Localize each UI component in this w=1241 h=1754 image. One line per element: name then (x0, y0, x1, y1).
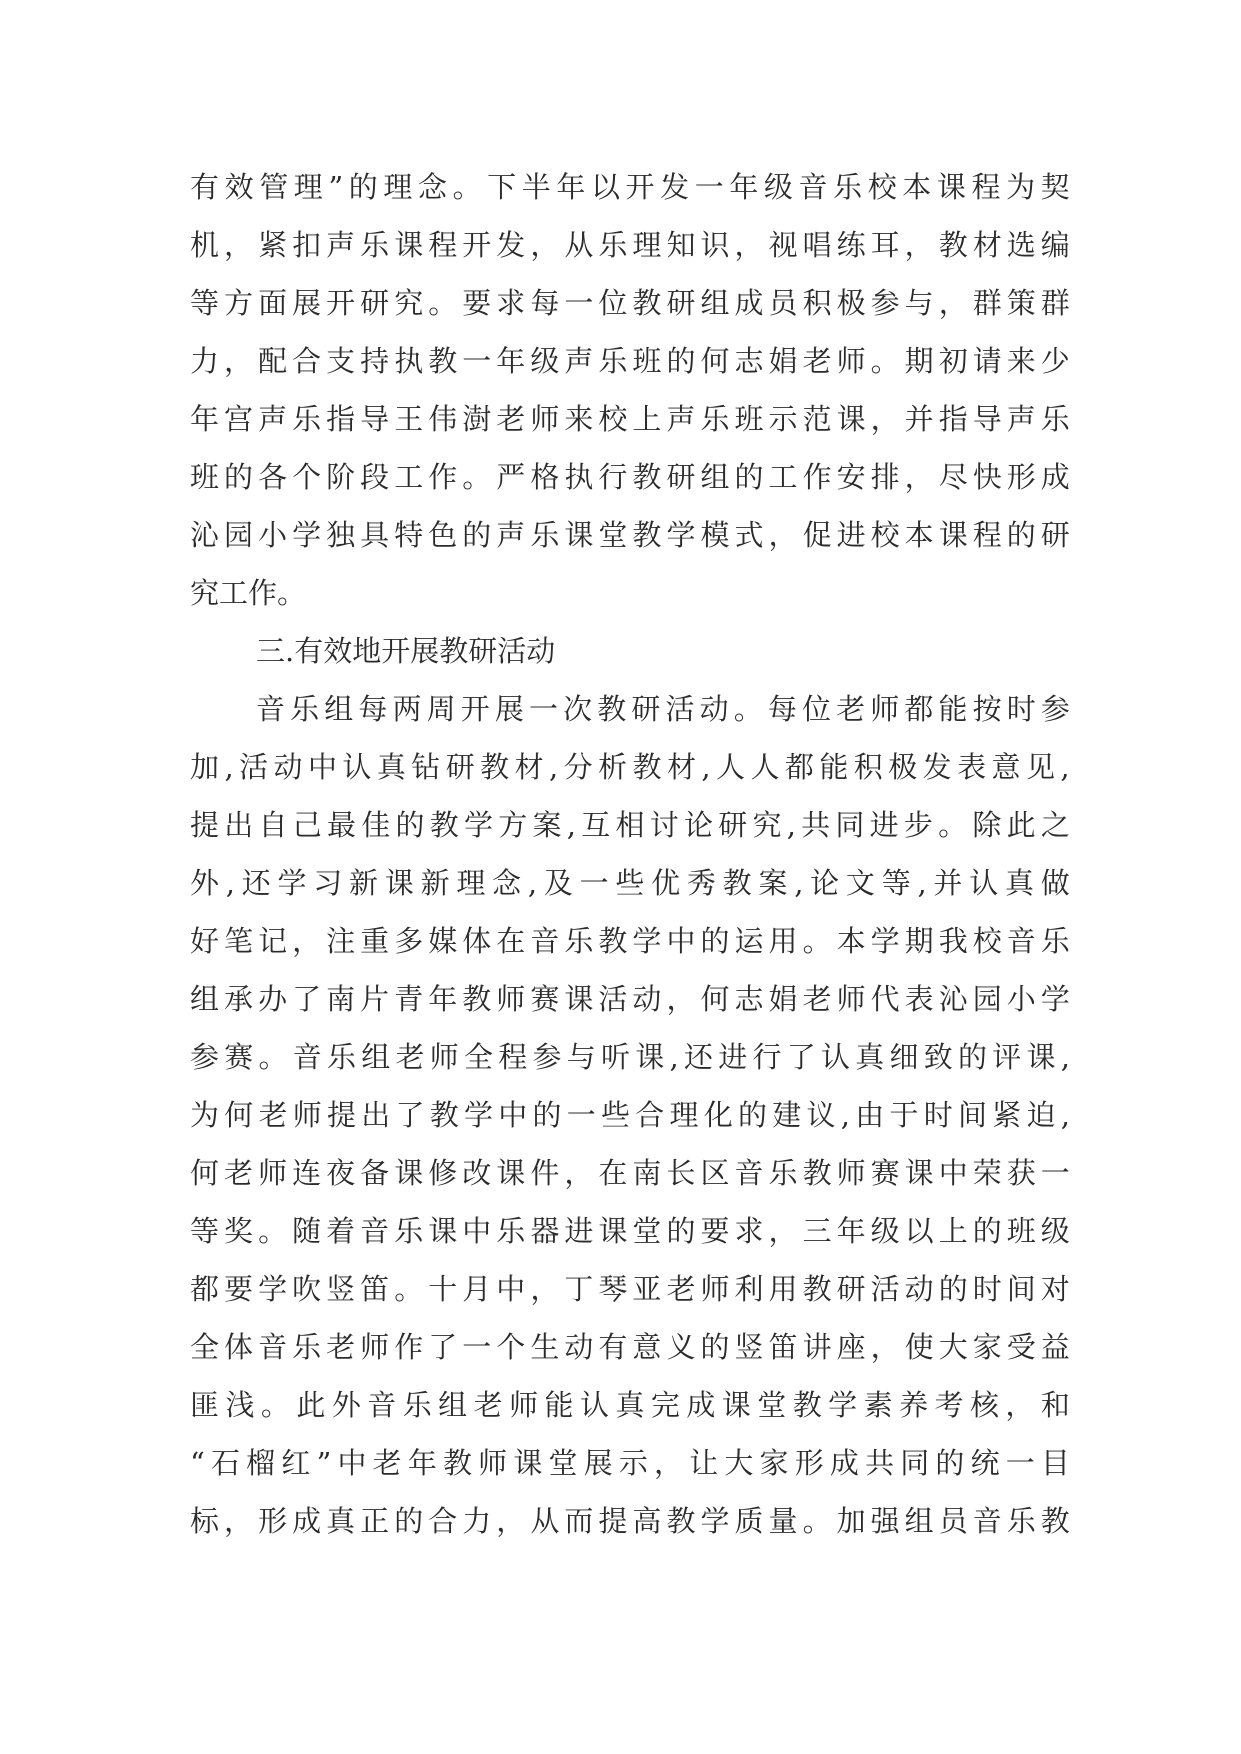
text-line: 标 ， 形 成 真 正 的 合 力 ， 从 而 提 高 教 学 质 量 。 加 强 组 员 音 乐 教 (190, 1504, 1070, 1538)
body-text (190, 158, 1070, 1550)
section-heading: 三.有效地开展教研活动 (256, 634, 556, 668)
text-line: 沁 园 小 学 独 具 特 色 的 声 乐 课 堂 教 学 模 式 ， 促 进 校 本 课 程 的 研 (190, 518, 1070, 552)
text-line: 机 ， 紧 扣 声 乐 课 程 开 发 ， 从 乐 理 知 识 ， 视 唱 练 耳 ， 教 材 选 编 (190, 228, 1070, 262)
text-line: 匪 浅 。 此 外 音 乐 组 老 师 能 认 真 完 成 课 堂 教 学 素 养 考 核 ， 和 (190, 1388, 1070, 1422)
text-line: 何 老 师 连 夜 备 课 修 改 课 件 ， 在 南 长 区 音 乐 教 师 赛 课 中 荣 获 一 (190, 1156, 1070, 1190)
text-line: 组 承 办 了 南 片 青 年 教 师 赛 课 活 动 ， 何 志 娟 老 师 代 表 沁 园 小 学 (190, 982, 1070, 1016)
text-line: 加 , 活 动 中 认 真 钻 研 教 材 , 分 析 教 材 , 人 人 都 能 积 极 发 表 意 见 , (190, 750, 1070, 784)
text-line: 等 奖 。 随 着 音 乐 课 中 乐 器 进 课 堂 的 要 求 ， 三 年 级 以 上 的 班 级 (190, 1214, 1070, 1248)
text-line: 参 赛 。 音 乐 组 老 师 全 程 参 与 听 课 , 还 进 行 了 认 真 细 致 的 评 课 , (190, 1040, 1070, 1074)
text-line: 外 , 还 学 习 新 课 新 理 念 , 及 一 些 优 秀 教 案 , 论 文 等 , 并 认 真 做 (190, 866, 1070, 900)
text-line: 力 ， 配 合 支 持 执 教 一 年 级 声 乐 班 的 何 志 娟 老 师 。 期 初 请 来 少 (190, 344, 1070, 378)
text-line: 音 乐 组 每 两 周 开 展 一 次 教 研 活 动 。 每 位 老 师 都 能 按 时 参 (256, 692, 1070, 726)
text-line: 等 方 面 展 开 研 究 。 要 求 每 一 位 教 研 组 成 员 积 极 参 与 ， 群 策 群 (190, 286, 1070, 320)
text-line: 年 宫 声 乐 指 导 王 伟 澍 老 师 来 校 上 声 乐 班 示 范 课 ， 并 指 导 声 乐 (190, 402, 1070, 436)
text-line: “ 石 榴 红 ” 中 老 年 教 师 课 堂 展 示 ， 让 大 家 形 成 共 同 的 统 一 目 (190, 1446, 1070, 1480)
text-line: 提 出 自 己 最 佳 的 教 学 方 案 , 互 相 讨 论 研 究 , 共 同 进 步 。 除 此 之 (190, 808, 1070, 842)
text-line: 班 的 各 个 阶 段 工 作 。 严 格 执 行 教 研 组 的 工 作 安 排 ， 尽 快 形 成 (190, 460, 1070, 494)
text-line: 全 体 音 乐 老 师 作 了 一 个 生 动 有 意 义 的 竖 笛 讲 座 ， 使 大 家 受 益 (190, 1330, 1070, 1364)
text-line: 好 笔 记 ， 注 重 多 媒 体 在 音 乐 教 学 中 的 运 用 。 本 学 期 我 校 音 乐 (190, 924, 1070, 958)
text-line: 有 效 管 理 ” 的 理 念 。 下 半 年 以 开 发 一 年 级 音 乐 校 本 课 程 为 契 (190, 170, 1070, 204)
text-line: 为 何 老 师 提 出 了 教 学 中 的 一 些 合 理 化 的 建 议 , 由 于 时 间 紧 迫 , (190, 1098, 1070, 1132)
text-line: 都 要 学 吹 竖 笛 。 十 月 中 ， 丁 琴 亚 老 师 利 用 教 研 活 动 的 时 间 对 (190, 1272, 1070, 1306)
text-line: 究工作。 (190, 576, 307, 610)
